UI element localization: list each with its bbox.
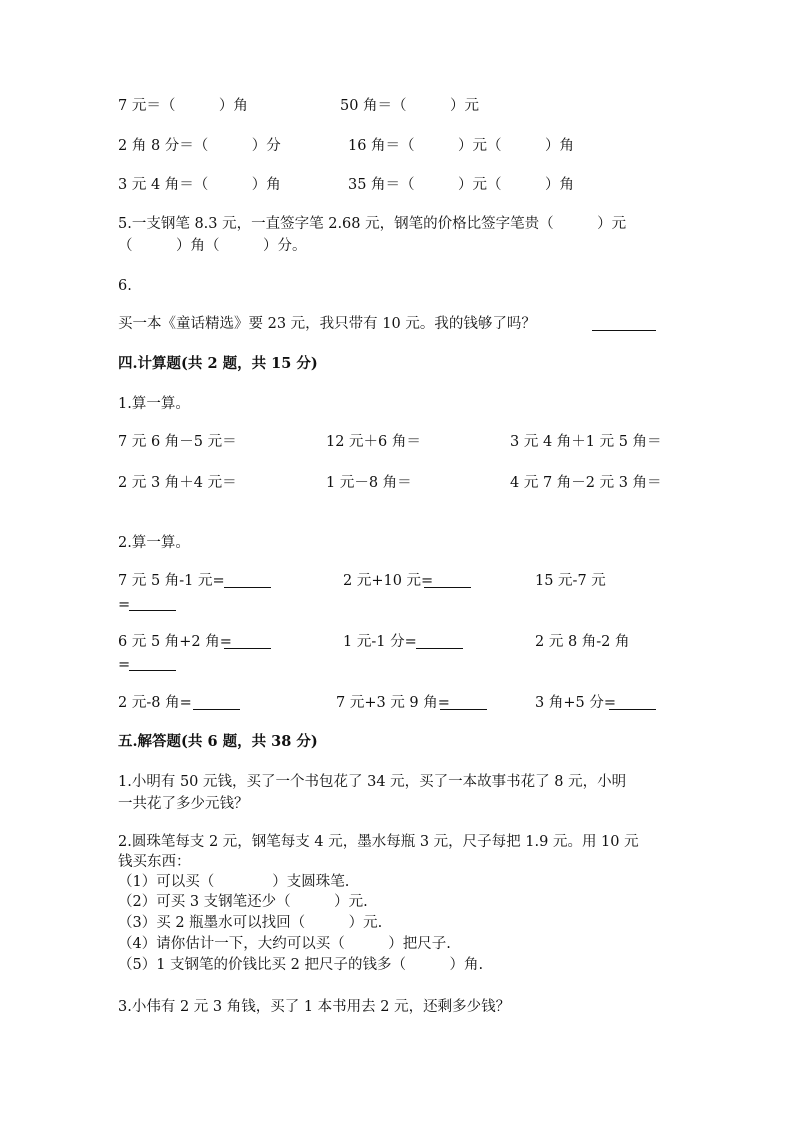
calc-item: 15 元-7 元 (535, 573, 606, 589)
section-5-title: 五.解答题(共 6 题，共 38 分) (118, 733, 318, 750)
answer-blank[interactable] (129, 610, 176, 611)
answer-blank[interactable] (416, 648, 463, 649)
section-4-q1-title: 1.算一算。 (118, 396, 190, 412)
conversion-item: 2 角 8 分＝（ ）分 (118, 138, 281, 154)
answer-blank[interactable] (609, 709, 656, 710)
question-6-text: 买一本《童话精选》要 23 元，我只带有 10 元。我的钱够了吗？ (118, 316, 536, 332)
calc-item: 1 元－8 角＝ (326, 475, 412, 491)
sub-question: （4）请你估计一下，大约可以买（ ）把尺子. (118, 936, 451, 952)
section-5-q1-line-1: 1.小明有 50 元钱，买了一个书包花了 34 元，买了一本故事书花了 8 元，小明 (118, 774, 627, 790)
calc-item: 2 元 8 角-2 角 (535, 634, 630, 650)
conversion-item: 3 元 4 角＝（ ）角 (118, 177, 281, 193)
answer-blank[interactable] (224, 648, 271, 649)
section-4-q2-title: 2.算一算。 (118, 535, 190, 551)
section-4-title: 四.计算题(共 2 题，共 15 分) (118, 355, 318, 372)
sub-question: （2）可买 3 支钢笔还少（ ）元. (118, 894, 368, 910)
sub-question: （3）买 2 瓶墨水可以找回（ ）元. (118, 915, 383, 931)
calc-item: 3 元 4 角＋1 元 5 角＝ (510, 434, 662, 450)
conversion-item: 16 角＝（ ）元（ ）角 (348, 138, 575, 154)
answer-blank[interactable] (424, 587, 471, 588)
calc-item: 7 元+3 元 9 角= (336, 695, 450, 711)
conversion-item: 50 角＝（ ）元 (340, 98, 480, 114)
calc-item: 12 元＋6 角＝ (326, 434, 421, 450)
question-6-number: 6. (118, 278, 132, 294)
calc-item-wrap: = (118, 597, 131, 613)
conversion-item: 7 元＝（ ）角 (118, 98, 248, 114)
answer-blank[interactable] (193, 709, 240, 710)
conversion-item: 35 角＝（ ）元（ ）角 (348, 177, 575, 193)
sub-question: （1）可以买（ ）支圆珠笔. (118, 874, 350, 890)
section-5-q2-line-1: 2.圆珠笔每支 2 元，钢笔每支 4 元，墨水每瓶 3 元，尺子每把 1.9 元。用 10 元 (118, 834, 639, 850)
calc-item: 2 元 3 角＋4 元＝ (118, 475, 237, 491)
answer-blank[interactable] (592, 330, 656, 331)
calc-item: 1 元-1 分= (343, 634, 417, 650)
calc-item: 7 元 6 角－5 元＝ (118, 434, 237, 450)
calc-item-wrap: = (118, 657, 131, 673)
answer-blank[interactable] (440, 709, 487, 710)
calc-item: 2 元+10 元= (343, 573, 434, 589)
section-5-q2-line-2: 钱买东西： (118, 854, 191, 870)
answer-blank[interactable] (224, 587, 271, 588)
calc-item: 4 元 7 角－2 元 3 角＝ (510, 475, 662, 491)
calc-item: 2 元-8 角= (118, 695, 192, 711)
question-5-line-1: 5.一支钢笔 8.3 元，一直签字笔 2.68 元，钢笔的价格比签字笔贵（ ）元 (118, 216, 627, 232)
sub-question: （5）1 支钢笔的价钱比买 2 把尺子的钱多（ ）角. (118, 957, 484, 973)
calc-item: 6 元 5 角+2 角= (118, 634, 232, 650)
question-5-line-2: （ ）角（ ）分。 (118, 238, 307, 254)
calc-item: 7 元 5 角-1 元= (118, 573, 225, 589)
answer-blank[interactable] (129, 670, 176, 671)
section-5-q3: 3.小伟有 2 元 3 角钱，买了 1 本书用去 2 元，还剩多少钱？ (118, 999, 511, 1015)
calc-item: 3 角+5 分= (535, 695, 616, 711)
section-5-q1-line-2: 一共花了多少元钱？ (118, 796, 249, 812)
